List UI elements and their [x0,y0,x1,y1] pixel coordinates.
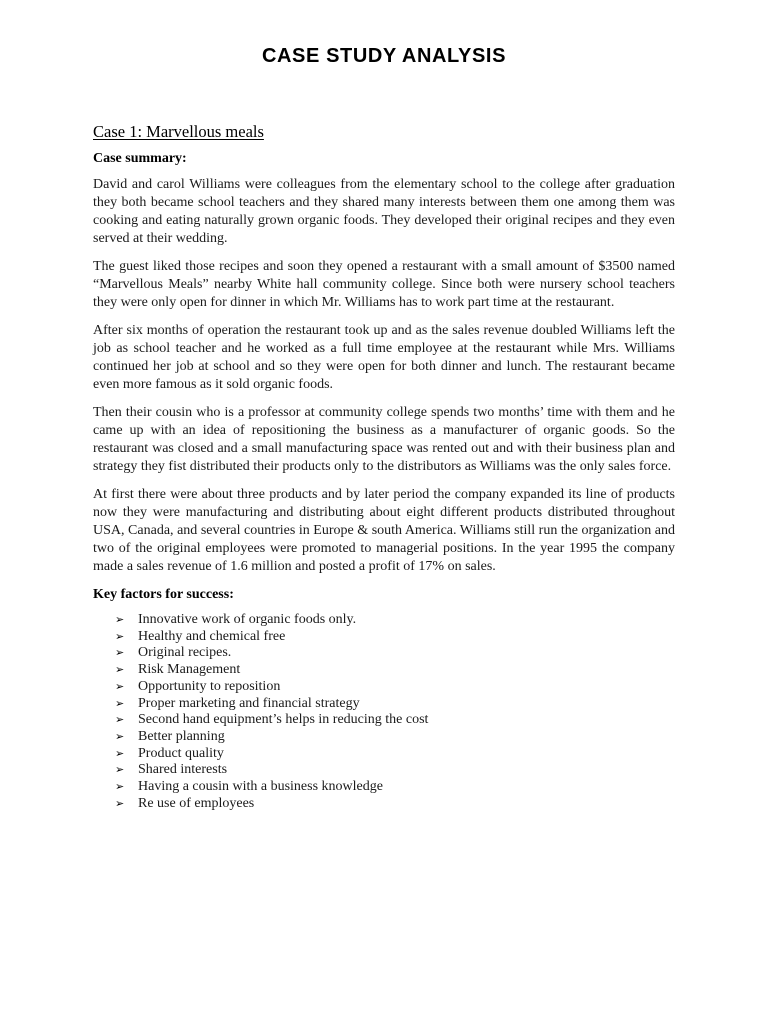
summary-paragraph-4: Then their cousin who is a professor at community college spends two months’ time with them and he came up with an idea of repositioning the business as a manufacturer of organic goods. So the restaurant was closed and a small manufacturing space was rented out and with their business plan and strategy they fist distributed their products only to the distributors as Williams was the only sales force. [93,405,675,474]
list-item-text: Opportunity to reposition [138,678,281,694]
list-item [115,662,675,679]
list-item [115,712,675,729]
list-item [115,796,675,813]
summary-paragraph-5: At first there were about three products and by later period the company expanded its line of products now they were manufacturing and distributing about eight different products distributed throughout USA, Canada, and several countries in Europe & south America. Williams still run the organization and two of the original employees were promoted to managerial positions. In the year 1995 the company made a sales revenue of 1.6 million and posted a profit of 17% on sales. [93,487,675,574]
document-title: CASE STUDY ANALYSIS [261,45,507,67]
arrowhead-bullet-icon: ➢ [115,629,125,643]
list-item-text: Second hand equipment’s helps in reducing the cost [138,712,429,728]
arrowhead-bullet-icon: ➢ [115,780,125,794]
list-item [115,729,675,746]
list-item-text: Innovative work of organic foods only. [138,612,357,627]
list-item [115,762,675,779]
arrowhead-bullet-icon: ➢ [115,663,125,677]
arrowhead-bullet-icon: ➢ [115,763,125,777]
list-item-text: Proper marketing and financial strategy [138,695,360,711]
list-item-text: Product quality [138,745,224,761]
list-item-text: Original recipes. [138,645,232,661]
list-item-text: Re use of employees [138,795,255,811]
list-item-text: Healthy and chemical free [138,628,286,644]
arrowhead-bullet-icon: ➢ [115,679,125,693]
arrowhead-bullet-icon: ➢ [115,696,125,710]
key-factors-label: Key factors for success: [93,587,234,602]
list-item-text: Having a cousin with a business knowledge [138,779,383,795]
document-body [93,120,675,812]
list-item [115,779,675,796]
list-item-text: Better planning [138,728,225,744]
key-factors-list [93,612,675,812]
case-summary-label: Case summary: [93,151,187,166]
list-item-text: Shared interests [138,762,228,778]
arrowhead-bullet-icon: ➢ [115,729,125,743]
arrowhead-bullet-icon: ➢ [115,713,125,727]
arrowhead-bullet-icon: ➢ [115,796,125,810]
summary-paragraph-3: After six months of operation the restaurant took up and as the sales revenue doubled Williams left the job as school teacher and he worked as a full time employee at the restaurant while Mrs. Williams continued her job at school and so they were open for both dinner and lunch. The restaurant became even more famous as it sold organic foods. [93,323,675,392]
arrowhead-bullet-icon: ➢ [115,613,125,626]
list-item [115,629,675,646]
summary-paragraph-2: The guest liked those recipes and soon they opened a restaurant with a small amount of $3500 named “Marvellous Meals” nearby White hall community college. Since both were nursery school teachers they were only open for dinner in which Mr. Williams has to work part time at the restaurant. [93,259,675,310]
arrowhead-bullet-icon: ➢ [115,646,125,660]
list-item [115,645,675,662]
list-item [115,746,675,763]
list-item [115,696,675,713]
arrowhead-bullet-icon: ➢ [115,746,125,760]
list-item-text: Risk Management [138,662,241,678]
list-item [115,679,675,696]
list-item [115,612,675,629]
summary-paragraph-1: David and carol Williams were colleagues from the elementary school to the college after graduation they both became school teachers and they shared many interests between them one among them was cooking and eating naturally grown organic foods. They developed their original recipes and they even served at their wedding. [93,177,675,246]
case-heading: Case 1: Marvellous meals [93,122,264,141]
